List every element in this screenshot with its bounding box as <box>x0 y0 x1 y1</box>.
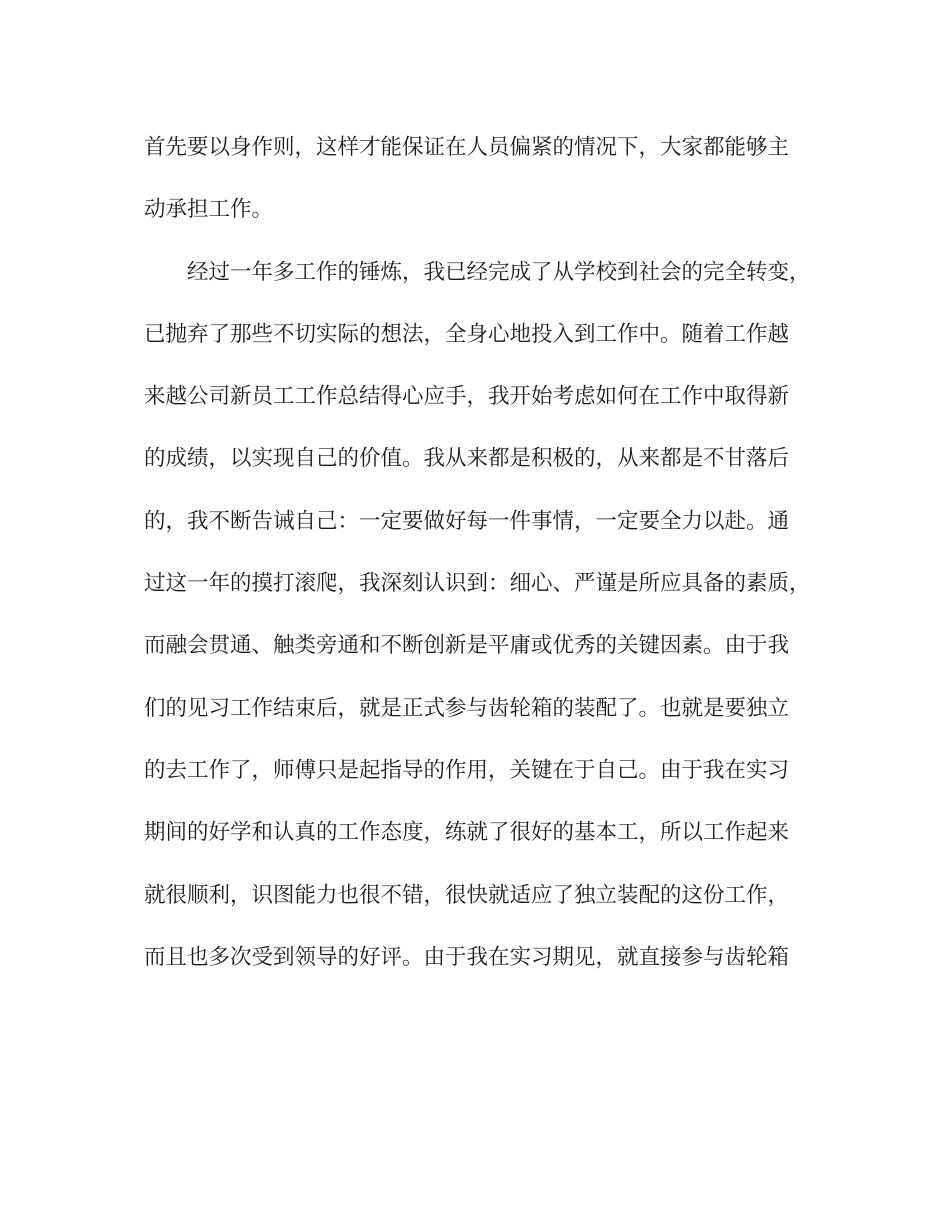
text-line: 的，我不断告诫自己：一定要做好每一件事情，一定要全力以赴。通 <box>144 508 790 534</box>
paragraph-first-line: 经过一年多工作的锤炼，我已经完成了从学校到社会的完全转变， <box>187 259 811 285</box>
text-line: 已抛弃了那些不切实际的想法，全身心地投入到工作中。随着工作越 <box>144 321 790 347</box>
text-line: 的去工作了，师傅只是起指导的作用，关键在于自己。由于我在实习 <box>144 757 790 783</box>
body-text <box>144 120 814 992</box>
text-line: 来越公司新员工工作总结得心应手，我开始考虑如何在工作中取得新 <box>144 384 790 410</box>
text-line: 动承担工作。 <box>144 197 274 223</box>
text-line: 过这一年的摸打滚爬，我深刻认识到：细心、严谨是所应具备的素质， <box>144 571 811 597</box>
text-line: 而且也多次受到领导的好评。由于我在实习期见，就直接参与齿轮箱 <box>144 944 790 970</box>
text-line: 首先要以身作则，这样才能保证在人员偏紧的情况下，大家都能够主 <box>144 135 790 160</box>
text-line: 的成绩，以实现自己的价值。我从来都是积极的，从来都是不甘落后 <box>144 446 790 472</box>
text-line: 期间的好学和认真的工作态度，练就了很好的基本工，所以工作起来 <box>144 820 790 846</box>
text-line: 就很顺利，识图能力也很不错，很快就适应了独立装配的这份工作， <box>144 882 790 908</box>
text-line: 们的见习工作结束后，就是正式参与齿轮箱的装配了。也就是要独立 <box>144 695 790 721</box>
text-line: 而融会贯通、触类旁通和不断创新是平庸或优秀的关键因素。由于我 <box>144 633 790 659</box>
